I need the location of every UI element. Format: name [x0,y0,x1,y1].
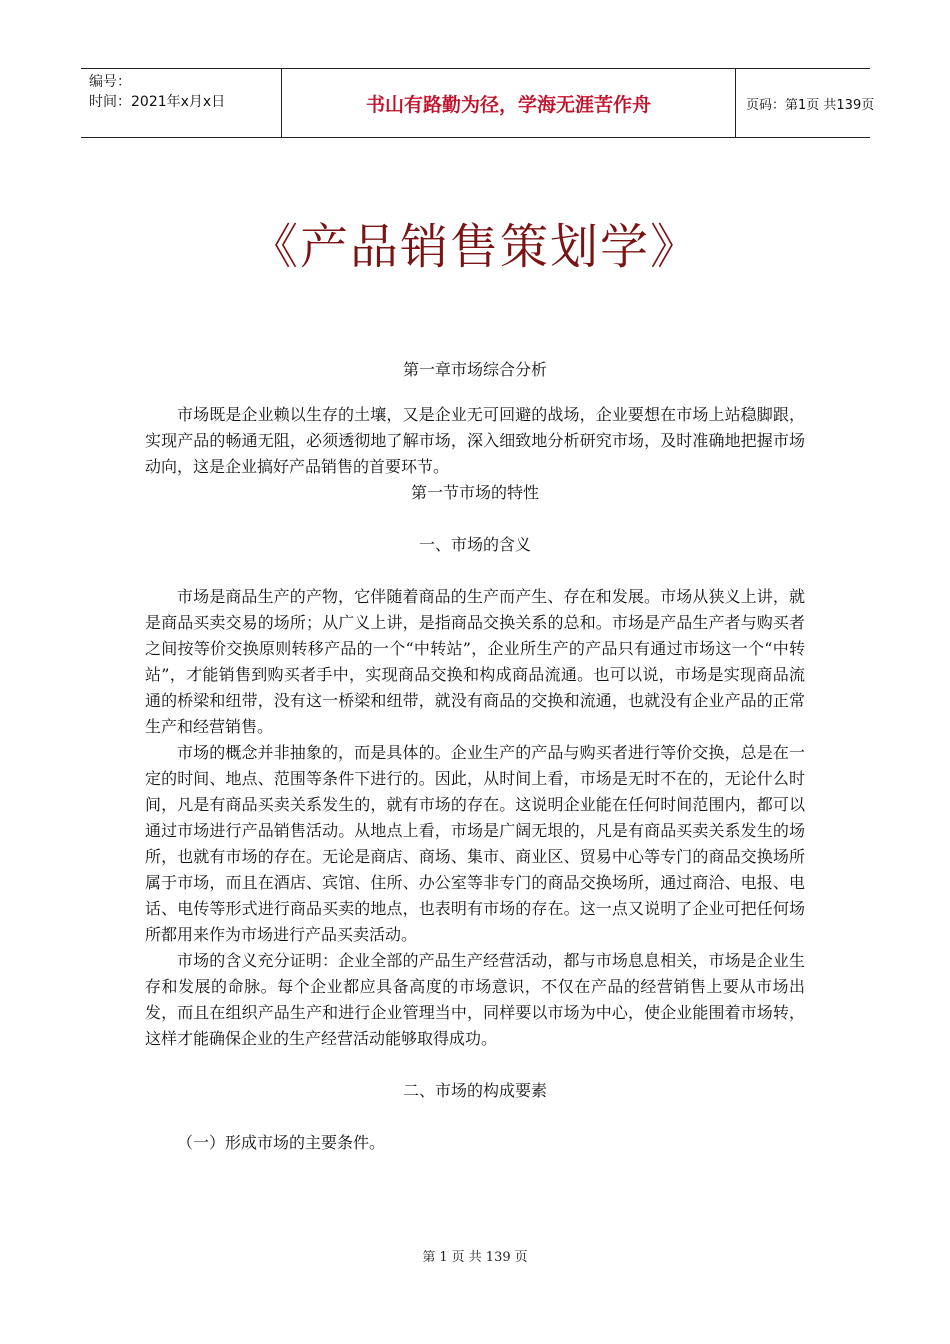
footer-total-pages: 139 [485,1250,511,1265]
chapter-title: 第一章市场综合分析 [402,360,547,379]
footer-mid: 页 共 [451,1250,482,1265]
paragraph-2: 市场的概念并非抽象的，而是具体的。企业生产的产品与购买者进行等价交换，总是在一定的时间、地点、范围等条件下进行的。因此，从时间上看，市场是无时不在的，无论什么时间，凡是有商品买卖关系发生的，就有市场的存在。这说明企业能在任何时间范围内，都可以通过市场进行产品销售活动。从地点上看，市场是广阔无垠的，凡是有商品买卖关系发生的场所，也就有市场的存在。无论是商店、商场、集市、商业区、贸易中心等专门的商品交换场所属于市场，而且在酒店、宾馆、住所、办公室等非专门的商品交换场所，通过商洽、电报、电话、电传等形式进行商品买卖的地点，也表明有市场的存在。这一点又说明了企业可把任何场所都用来作为市场进行产品买卖活动。 [145,743,805,944]
header-motto: 书山有路勤为径，学海无涯苦作舟 [281,69,736,137]
subsection-title-1: 一、市场的含义 [418,535,531,554]
document-body [145,357,805,1156]
footer-prefix: 第 [422,1250,436,1265]
time-label: 时间：2021年x月x日 [89,94,226,110]
footer-suffix: 页 [514,1250,528,1265]
intro-paragraph: 市场既是企业赖以生存的土壤，又是企业无可回避的战场，企业要想在市场上站稳脚跟，实现产品的畅通无阻，必须透彻地了解市场，深入细致地分析研究市场，及时准确地把握市场动向，这是企业搞好产品销售的首要环节。 [145,405,805,476]
footer-page-number: 1 [439,1250,448,1265]
number-label: 编号： [89,74,131,90]
document-title: 《产品销售策划学》 [249,219,700,275]
subsection-title-2: 二、市场的构成要素 [402,1081,547,1100]
header-page-info: 页码：第1页 共139页 [746,97,875,113]
list-item: （一）形成市场的主要条件。 [177,1133,386,1152]
page-footer [0,1246,950,1265]
section-title: 第一节市场的特性 [410,483,539,502]
paragraph-1: 市场是商品生产的产物，它伴随着商品的生产而产生、存在和发展。市场从狭义上讲，就是商品买卖交易的场所；从广义上讲，是指商品交换关系的总和。市场是产品生产者与购买者之间按等价交换原则转移产品的一个“中转站”，企业所生产的产品只有通过市场这一个“中转站”，才能销售到购买者手中，实现商品交换和构成商品流通。也可以说，市场是实现商品流通的桥梁和纽带，没有这一桥梁和纽带，就没有商品的交换和流通，也就没有企业产品的正常生产和经营销售。 [145,587,805,736]
paragraph-3: 市场的含义充分证明：企业全部的产品生产经营活动，都与市场息息相关，市场是企业生存和发展的命脉。每个企业都应具备高度的市场意识，不仅在产品的经营销售上要从市场出发，而且在组织产品生产和进行企业管理当中，同样要以市场为中心，使企业能围着市场转，这样才能确保企业的生产经营活动能够取得成功。 [145,951,805,1048]
page-header [81,68,875,138]
header-left-cell [81,69,281,137]
